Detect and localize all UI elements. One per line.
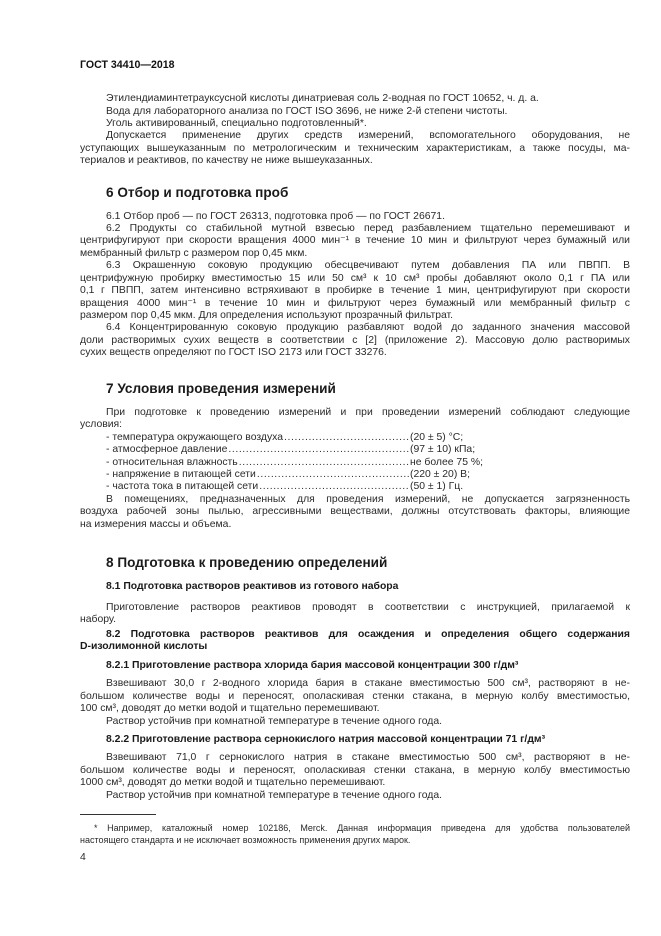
paragraph-line: Уголь активированный, специально подготовленный*. (106, 118, 367, 129)
paragraph-line: большом количестве воды и переносят, ополаскивая стенки стакана, в мерную колбу вместимостью, (80, 691, 630, 702)
section-heading: 6 Отбор и подготовка проб (106, 185, 289, 200)
footnote-separator (80, 814, 156, 815)
paragraph-line: 6.1 Отбор проб — по ГОСТ 26313, подготовка проб — по ГОСТ 26671. (106, 211, 445, 222)
paragraph-line: набору. (80, 614, 116, 625)
condition-value: (20 ± 5) °С; (410, 432, 464, 443)
condition-value: (50 ± 1) Гц. (410, 481, 464, 492)
paragraph-line: Вода для лабораторного анализа по ГОСТ ISO 3696, не ниже 2-й степени чистоты. (106, 106, 508, 117)
paragraph-line: 6.2 Продукты со стабильной мутной взвесью перед разбавлением тщательно перемешивают и (106, 223, 630, 234)
paragraph-line: центрифужную пробирку вместимостью 15 или 50 см³ к 10 см³ пробы добавляют около 0,1 г ПА или (80, 273, 630, 284)
condition-label: - напряжение в питающей сети (106, 469, 256, 480)
footnote-line: настоящего стандарта и не исключает возможность применения других марок. (80, 835, 411, 845)
paragraph-line: 6.4 Концентрированную соковую продукцию разбавляют водой до заданного значения массовой (106, 322, 630, 333)
footnote-line: * Например, каталожный номер 102186, Merck. Данная информация приведена для удобства пользователей (94, 823, 630, 833)
paragraph-line: сухих веществ определяют по ГОСТ ISO 2173 или ГОСТ 33276. (80, 347, 387, 358)
paragraph-line: воздуха рабочей зоны пылью, агрессивными веществами, должны отсутствовать факторы, влияющие (80, 506, 630, 517)
section-heading: 8 Подготовка к проведению определений (106, 555, 388, 570)
section-heading: 7 Условия проведения измерений (106, 381, 336, 396)
paragraph-line: 1000 см³, доводят до метки водой и тщательно перемешивают. (80, 777, 386, 788)
subsection-heading: 8.2.2 Приготовление раствора сернокислого натрия массовой концентрации 71 г/дм³ (106, 734, 546, 745)
paragraph-line: 6.3 Окрашенную соковую продукцию обесцвечивают путем добавления ПА или ПВПП. В (106, 260, 630, 271)
document-header: ГОСТ 34410—2018 (80, 59, 175, 71)
paragraph-line: размером пор 0,45 мкм. Для определения используют прозрачный фильтрат. (80, 310, 454, 321)
paragraph-line: мембранный фильтр с размером пор 0,45 мкм. (80, 248, 308, 259)
paragraph-line: большом количестве воды и переносят, ополаскивая стенки стакана, в мерную колбу вместимостью (80, 765, 630, 776)
paragraph-line: 0,1 г ПВПП, затем интенсивно встряхивают в пробирке в течение 1 мин, центрифугируют при скорости (80, 285, 630, 296)
paragraph-line: доли растворимых сухих веществ в соответствии с [2] (приложение 2). Массовую долю растворимых (80, 335, 630, 346)
paragraph-line: Приготовление растворов реактивов проводят в соответствии с инструкцией, прилагаемой к (106, 602, 630, 613)
paragraph-line: териалов и реактивов, по качеству не ниже вышеуказанных. (80, 155, 373, 166)
dot-leader (259, 480, 409, 493)
condition-label: - атмосферное давление (106, 444, 228, 455)
paragraph-line: Взвешивают 71,0 г сернокислого натрия в стакане вместимостью 500 см³, растворяют в не- (106, 752, 630, 763)
condition-label: - температура окружающего воздуха (106, 432, 284, 443)
condition-item (106, 480, 486, 493)
paragraph-line: В помещениях, предназначенных для проведения измерений, не допускается загрязненность (106, 494, 630, 505)
subsection-heading: 8.1 Подготовка растворов реактивов из готового набора (106, 581, 399, 592)
paragraph-line: центрифугируют при скорости вращения 4000 мин⁻¹ в течение 10 мин и фильтруют через бумажный или (80, 235, 630, 246)
paragraph-line: При подготовке к проведению измерений и при проведении измерений соблюдают следующие (106, 407, 630, 418)
condition-label: - относительная влажность (106, 457, 238, 468)
paragraph-line: условия: (80, 419, 123, 430)
condition-value: (97 ± 10) кПа; (410, 444, 476, 455)
page-number: 4 (80, 852, 86, 863)
condition-item (106, 443, 486, 456)
subsection-heading: 8.2 Подготовка растворов реактивов для осаждения и определения общего содержания (106, 629, 630, 640)
paragraph-line: вращения 4000 мин⁻¹ в течение 10 мин и фильтруют через бумажный или мембранный фильтр с (80, 298, 630, 309)
dot-leader (228, 443, 409, 456)
paragraph-line: уступающих вышеуказанным по метрологическим и техническим характеристикам, а также посуды, ма- (80, 143, 630, 154)
condition-value: (220 ± 20) В; (410, 469, 470, 480)
paragraph-line: Раствор устойчив при комнатной температуре в течение одного года. (106, 790, 443, 801)
condition-value: не более 75 %; (410, 457, 483, 468)
condition-label: - частота тока в питающей сети (106, 481, 259, 492)
paragraph-line: Допускается применение других средств измерений, вспомогательного оборудования, не (106, 130, 630, 141)
paragraph-line: 100 см³, доводят до метки водой и тщательно перемешивают. (80, 703, 380, 714)
subsection-heading: 8.2.1 Приготовление раствора хлорида бария массовой концентрации 300 г/дм³ (106, 660, 519, 671)
paragraph-line: на измерения массы и объема. (80, 519, 232, 530)
paragraph-line: Этилендиаминтетрауксусной кислоты динатриевая соль 2-водная по ГОСТ 10652, ч. д. а. (106, 93, 539, 104)
paragraph-line: Взвешивают 30,0 г 2-водного хлорида бария в стакане вместимостью 500 см³, растворяют в не- (106, 678, 630, 689)
paragraph-line: Раствор устойчив при комнатной температуре в течение одного года. (106, 716, 443, 727)
subsection-heading: D-изолимонной кислоты (80, 641, 208, 652)
